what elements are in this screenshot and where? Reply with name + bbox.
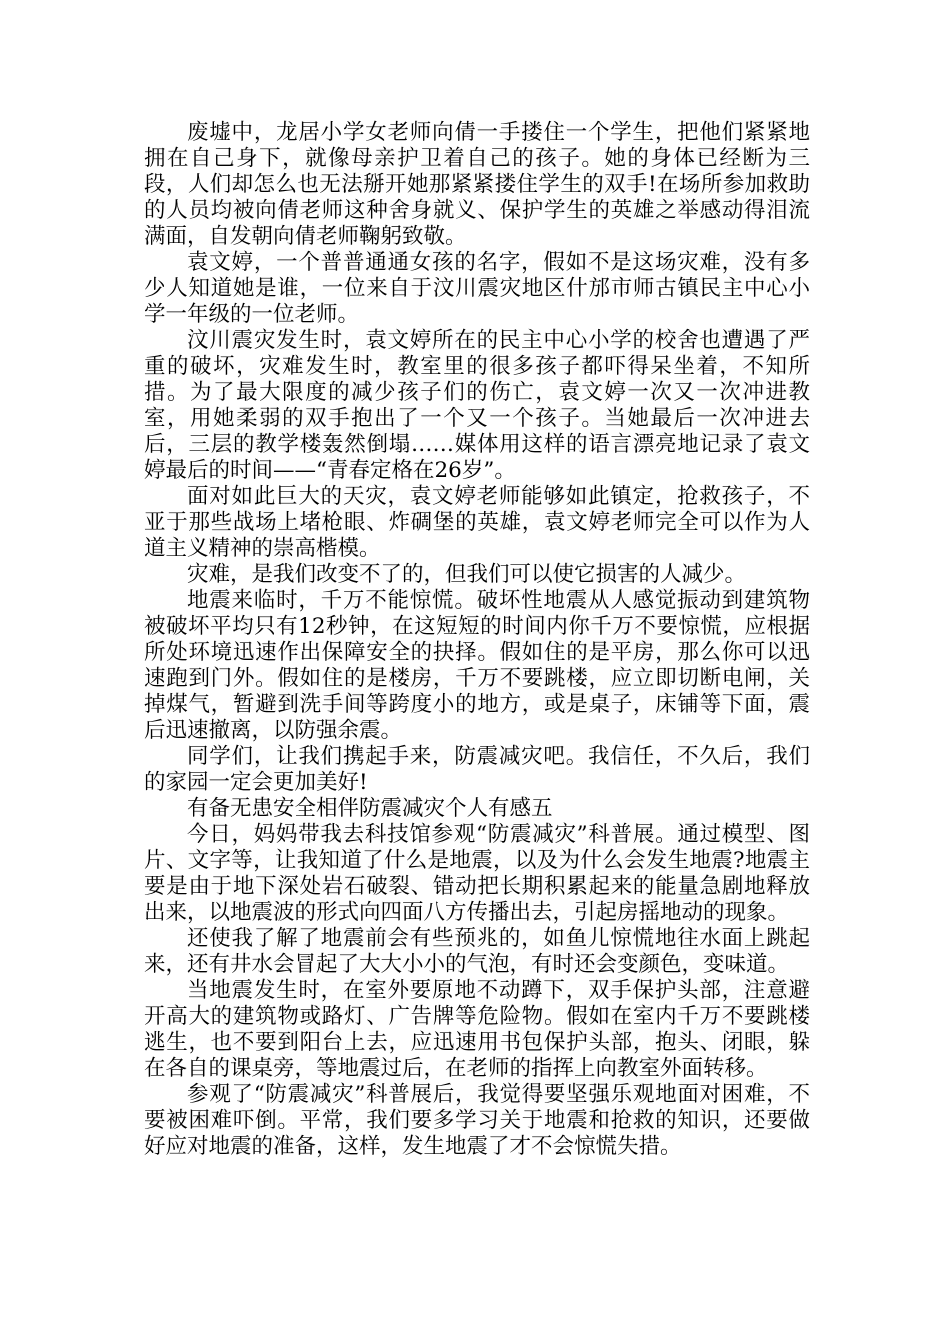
- paragraph: 同学们，让我们携起手来，防震减灾吧。我信任，不久后，我们的家园一定会更加美好!: [144, 744, 810, 795]
- paragraph: 今日，妈妈带我去科技馆参观“防震减灾”科普展。通过模型、图片、文字等，让我知道了什么是地震，以及为什么会发生地震?地震主要是由于地下深处岩石破裂、错动把长期积累起来的能量急剧地释放出来，以地震波的形式向四面八方传播出去，引起房摇地动的现象。: [144, 822, 810, 925]
- paragraph: 袁文婷，一个普普通通女孩的名字，假如不是这场灾难，没有多少人知道她是谁，一位来自于汶川震灾地区什邡市师古镇民主中心小学一年级的一位老师。: [144, 250, 810, 327]
- paragraph: 汶川震灾发生时，袁文婷所在的民主中心小学的校舍也遭遇了严重的破坏，灾难发生时，教室里的很多孩子都吓得呆坐着，不知所措。为了最大限度的减少孩子们的伤亡，袁文婷一次又一次冲进教室，用她柔弱的双手抱出了一个又一个孩子。当她最后一次冲进去后，三层的教学楼轰然倒塌……媒体用这样的语言漂亮地记录了袁文婷最后的时间——“青春定格在26岁”。: [144, 328, 810, 483]
- paragraph: 面对如此巨大的天灾，袁文婷老师能够如此镇定，抢救孩子，不亚于那些战场上堵枪眼、炸碉堡的英雄，袁文婷老师完全可以作为人道主义精神的崇高楷模。: [144, 484, 810, 561]
- paragraph: 还使我了解了地震前会有些预兆的，如鱼儿惊慌地往水面上跳起来，还有井水会冒起了大大小小的气泡，有时还会变颜色，变味道。: [144, 926, 810, 977]
- paragraph: 废墟中，龙居小学女老师向倩一手搂住一个学生，把他们紧紧地拥在自己身下，就像母亲护卫着自己的孩子。她的身体已经断为三段，人们却怎么也无法掰开她那紧紧搂住学生的双手!在场所参加救助的人员均被向倩老师这种舍身就义、保护学生的英雄之举感动得泪流满面，自发朝向倩老师鞠躬致敬。: [144, 120, 810, 249]
- paragraph: 灾难，是我们改变不了的，但我们可以使它损害的人减少。: [187, 562, 747, 587]
- section-title: 有备无患安全相伴防震减灾个人有感五: [187, 796, 553, 821]
- paragraph: 参观了“防震减灾”科普展后，我觉得要坚强乐观地面对困难，不要被困难吓倒。平常，我们要多学习关于地震和抢救的知识，还要做好应对地震的准备，这样，发生地震了才不会惊慌失措。: [144, 1082, 810, 1159]
- paragraph: 地震来临时，千万不能惊慌。破坏性地震从人感觉振动到建筑物被破坏平均只有12秒钟，在这短短的时间内你千万不要惊慌，应根据所处环境迅速作出保障安全的抉择。假如住的是平房，那么你可以迅速跑到门外。假如住的是楼房，千万不要跳楼，应立即切断电闸，关掉煤气，暂避到洗手间等跨度小的地方，或是桌子，床铺等下面，震后迅速撤离，以防强余震。: [144, 588, 810, 743]
- document-body: [144, 120, 810, 1160]
- paragraph: 当地震发生时，在室外要原地不动蹲下，双手保护头部，注意避开高大的建筑物或路灯、广告牌等危险物。假如在室内千万不要跳楼逃生，也不要到阳台上去，应迅速用书包保护头部，抱头、闭眼，躲在各自的课桌旁，等地震过后，在老师的指挥上向教室外面转移。: [144, 978, 810, 1081]
